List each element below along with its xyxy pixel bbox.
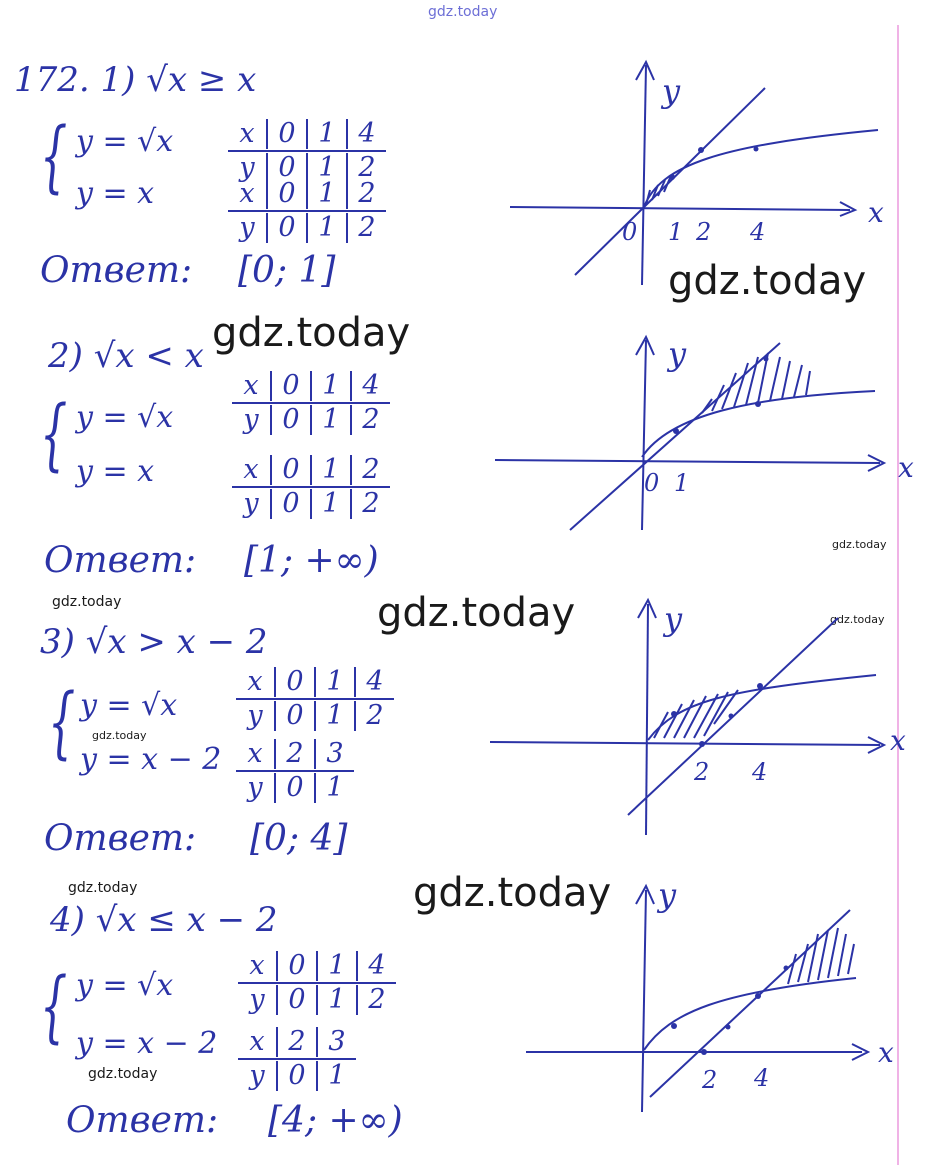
table-cell: x [243,454,259,485]
table-cell: 0 [276,1061,316,1091]
table-cell: 0 [270,371,310,401]
value-table [236,738,354,804]
table-cell: y [239,152,255,183]
watermark: gdz.today [832,538,887,551]
table-cell: 0 [274,773,314,803]
x-label: x [868,196,884,229]
watermark: gdz.today [68,880,138,896]
table-cell: x [247,666,263,697]
table-cell: y [249,984,265,1015]
table-cell: 1 [314,773,354,803]
answer-label: Ответ: [40,250,193,291]
tick-label: 0 [644,469,660,497]
table-cell: 2 [350,455,390,485]
table-cell: 2 [356,985,396,1015]
point [669,174,675,180]
tick-label: 2 [696,218,712,246]
watermark: gdz.today [212,310,411,356]
tick-label: 4 [754,1064,770,1092]
table-cell: 1 [310,371,350,401]
answer-label: Ответ: [66,1100,219,1141]
answer-value: [0; 1] [238,250,336,291]
x-label: x [898,451,914,484]
tick-label: 2 [694,758,710,786]
watermark: gdz.today [88,1066,158,1082]
tick-label: 4 [750,218,766,246]
point [701,1049,707,1055]
x-axis [490,742,880,745]
y-label: y [662,72,681,110]
point [729,714,734,719]
line-y-x [575,88,765,275]
point [671,1023,677,1029]
y-axis [642,340,646,530]
table-cell: y [239,212,255,243]
table-cell: 0 [266,213,306,243]
table-cell: 1 [306,179,346,209]
value-table [236,666,394,732]
table-cell: x [249,1026,265,1057]
shaded-region [654,690,738,738]
table-cell: 4 [350,371,390,401]
value-table [232,370,390,436]
x-axis [495,460,880,463]
watermark: gdz.today [668,258,867,304]
table-cell: 1 [310,489,350,519]
y-label: y [658,876,677,914]
table-cell: 0 [266,179,306,209]
graph-3 [488,590,908,840]
x-label: x [890,724,906,757]
value-table [228,118,386,184]
table-cell: 2 [350,489,390,519]
system-brace: { [40,112,68,202]
y-axis [646,604,648,835]
table-cell: 0 [274,701,314,731]
tick-label: 0 [622,218,638,246]
table-cell: 3 [316,1027,356,1057]
table-cell: y [243,404,259,435]
problem-heading: 3) √x > x − 2 [40,622,268,662]
system-equation: y = √x [76,124,174,159]
x-label: x [878,1036,894,1069]
table-cell: 0 [270,489,310,519]
y-axis [642,65,646,285]
tick-label: 1 [674,469,690,497]
table-cell: y [249,1060,265,1091]
point [784,966,789,971]
answer-label: Ответ: [44,818,197,859]
table-cell: y [247,700,263,731]
system-brace: { [40,390,68,480]
point [698,147,704,153]
sqrt-curve [644,130,878,207]
table-cell: x [239,118,255,149]
tick-label: 1 [668,218,684,246]
table-cell: 4 [356,951,396,981]
point [699,741,705,747]
x-axis [510,207,850,210]
point [755,993,761,999]
table-cell: 2 [350,405,390,435]
y-label: y [668,335,687,373]
graph-1 [500,50,900,290]
table-cell: y [247,772,263,803]
value-table [238,950,396,1016]
point [755,401,761,407]
system-equation: y = x [76,176,155,211]
tick-label: 2 [702,1066,718,1094]
system-brace: { [40,962,68,1052]
table-cell: y [243,488,259,519]
value-table [232,454,390,520]
table-cell: 1 [314,667,354,697]
point [764,357,769,362]
table-cell: 2 [274,739,314,769]
problem-heading: 2) √x < x [48,336,204,376]
y-label: y [664,600,683,638]
answer-value: [4; +∞) [268,1100,403,1141]
answer-value: [0; 4] [250,818,348,859]
point [754,147,759,152]
y-axis [642,890,646,1112]
table-cell: 2 [346,179,386,209]
system-equation: y = x − 2 [80,742,222,777]
table-cell: 0 [276,951,316,981]
point [671,711,677,717]
point [726,1025,731,1030]
table-cell: 0 [274,667,314,697]
line-y-x-minus-2 [650,910,850,1097]
table-cell: x [247,738,263,769]
problem-heading: 172. 1) √x ≥ x [14,60,257,100]
table-cell: 1 [316,985,356,1015]
point [757,683,763,689]
table-cell: 1 [310,455,350,485]
tick-label: 4 [752,758,768,786]
table-cell: 1 [306,119,346,149]
table-cell: 0 [270,455,310,485]
table-cell: 4 [354,667,394,697]
table-cell: 2 [346,153,386,183]
value-table [228,178,386,244]
table-cell: 1 [306,213,346,243]
table-cell: 1 [310,405,350,435]
watermark: gdz.today [92,729,147,742]
table-cell: 0 [266,153,306,183]
table-cell: 1 [314,701,354,731]
table-cell: 3 [314,739,354,769]
table-cell: 2 [346,213,386,243]
system-equation: y = √x [76,400,174,435]
sqrt-curve [644,978,856,1050]
problem-heading: 4) √x ≤ x − 2 [50,900,278,940]
answer-label: Ответ: [44,540,197,581]
system-equation: y = x [76,454,155,489]
watermark: gdz.today [377,590,576,636]
table-cell: 0 [276,985,316,1015]
value-table [238,1026,356,1092]
answer-value: [1; +∞) [244,540,379,581]
table-cell: 1 [316,951,356,981]
table-cell: 1 [306,153,346,183]
table-cell: x [239,178,255,209]
graph-4 [520,872,910,1122]
system-equation: y = √x [80,688,178,723]
watermark: gdz.today [413,870,612,916]
watermark-top: gdz.today [428,4,498,20]
point [673,428,679,434]
table-cell: 4 [346,119,386,149]
watermark: gdz.today [52,594,122,610]
system-brace: { [48,678,76,768]
watermark: gdz.today [830,613,885,626]
table-cell: x [249,950,265,981]
graph-2 [490,325,914,535]
table-cell: 2 [354,701,394,731]
table-cell: 2 [276,1027,316,1057]
system-equation: y = √x [76,968,174,1003]
system-equation: y = x − 2 [76,1026,218,1061]
table-cell: 1 [316,1061,356,1091]
table-cell: x [243,370,259,401]
table-cell: 0 [270,405,310,435]
table-cell: 0 [266,119,306,149]
